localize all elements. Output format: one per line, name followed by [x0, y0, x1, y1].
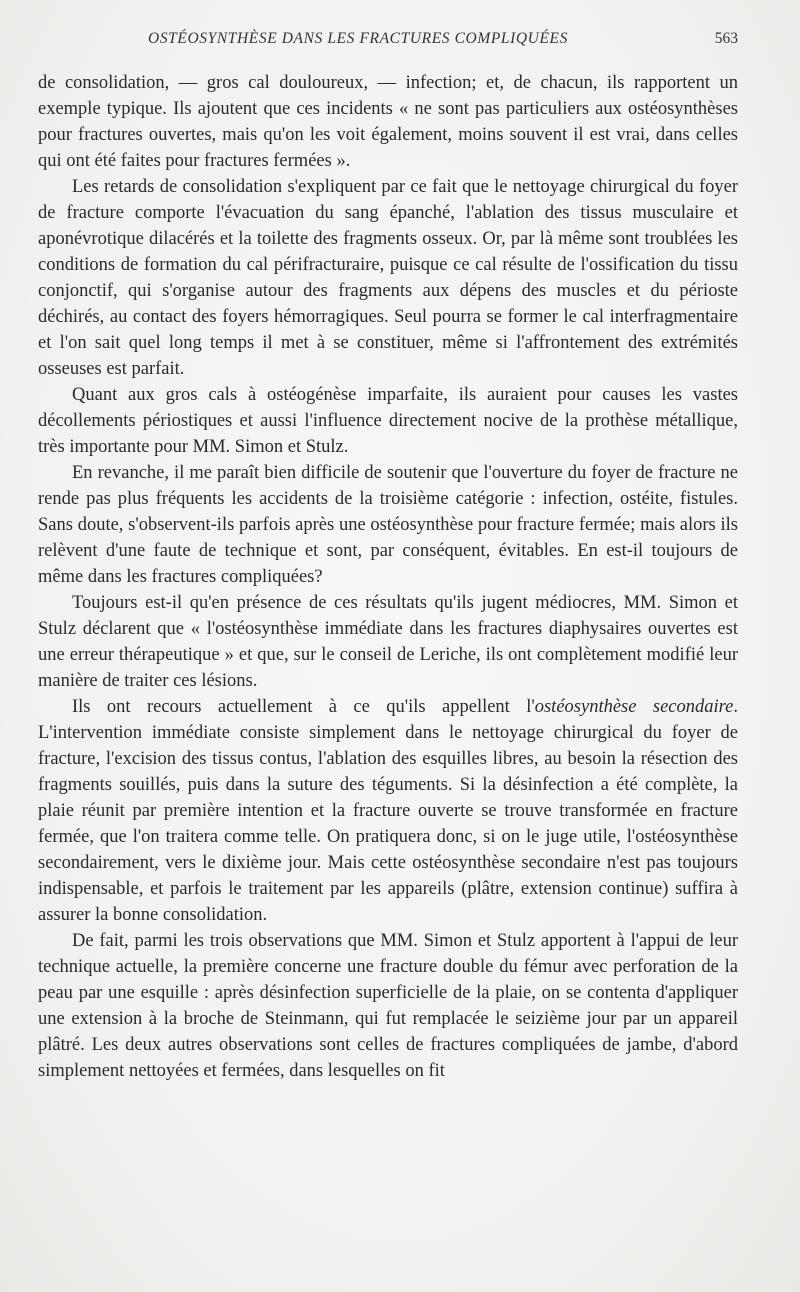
paragraph-6-rest: . L'intervention immédiate consiste simplement dans le nettoyage chirurgical du foyer de fracture, l'excision des tissus contus, l'ablation des esquilles libres, au besoin la résection des fragments souillés, puis dans la suture des téguments. Si la désinfection a été complète, la plaie réunit par première intention et la fracture ouverte se trouve transformée en fracture fermée, que l'on traitera comme telle. On pratiquera donc, si on le juge utile, l'ostéosynthèse secondairement, vers le dixième jour. Mais cette ostéosynthèse secondaire n'est pas toujours indispensable, et parfois le traitement par les appareils (plâtre, extension continue) suffira à assurer la bonne consolidation. — [38, 697, 738, 925]
paragraph-2: Les retards de consolidation s'expliquent par ce fait que le nettoyage chirurgical du foyer de fracture comporte l'évacuation du sang épanché, l'ablation des tissus musculaire et aponévrotique dilacérés et la toilette des fragments osseux. Or, par là même sont troublées les conditions de formation du cal périfracturaire, puisque ce cal résulte de l'ossification du tissu conjonctif, qui s'organise autour des fragments aux dépens des muscles et du périoste déchirés, au contact des foyers hémorragiques. Seul pourra se former le cal interfragmentaire et l'on sait quel long temps il met à se constituer, même si l'affrontement des extrémités osseuses est parfait. — [38, 177, 738, 379]
body-text — [38, 70, 738, 1084]
paragraph-5: Toujours est-il qu'en présence de ces résultats qu'ils jugent médiocres, MM. Simon et Stulz déclarent que « l'ostéosynthèse immédiate dans les fractures diaphysaires ouvertes est une erreur thérapeutique » et que, sur le conseil de Leriche, ils ont complètement modifié leur manière de traiter ces lésions. — [38, 593, 738, 691]
paragraph-7: De fait, parmi les trois observations que MM. Simon et Stulz apportent à l'appui de leur technique actuelle, la première concerne une fracture double du fémur avec perforation de la peau par une esquille : après désinfection superficielle de la plaie, on se contenta d'appliquer une extension à la broche de Steinmann, qui fut remplacée le seizième jour par un appareil plâtré. Les deux autres observations sont celles de fractures compliquées de jambe, d'abord simplement nettoyées et fermées, dans lesquelles on fit — [38, 931, 738, 1081]
running-title: OSTÉOSYNTHÈSE DANS LES FRACTURES COMPLIQUÉES — [148, 30, 568, 47]
paragraph-6 — [38, 694, 738, 928]
page-number: 563 — [714, 30, 738, 47]
paragraph-6-start: Ils ont recours actuellement à ce qu'ils appellent l' — [72, 697, 535, 717]
paragraph-1: de consolidation, — gros cal douloureux, — infection; et, de chacun, ils rapportent un exemple typique. Ils ajoutent que ces incidents « ne sont pas particuliers aux ostéosynthèses pour fractures ouvertes, mais qu'on les voit également, moins souvent il est vrai, dans celles qui ont été faites pour fractures fermées ». — [38, 73, 738, 171]
running-head — [38, 30, 738, 52]
paragraph-6-italic-term: ostéosynthèse secondaire — [534, 697, 734, 717]
paragraph-3: Quant aux gros cals à ostéogénèse imparfaite, ils auraient pour causes les vastes décollements périostiques et aussi l'influence directement nocive de la prothèse métallique, très importante pour MM. Simon et Stulz. — [38, 385, 738, 457]
paragraph-4: En revanche, il me paraît bien difficile de soutenir que l'ouverture du foyer de fracture ne rende pas plus fréquents les accidents de la troisième catégorie : infection, ostéite, fistules. Sans doute, s'observent-ils parfois après une ostéosynthèse pour fracture fermée; mais alors ils relèvent d'une faute de technique et sont, par conséquent, évitables. En est-il toujours de même dans les fractures compliquées? — [38, 463, 738, 587]
